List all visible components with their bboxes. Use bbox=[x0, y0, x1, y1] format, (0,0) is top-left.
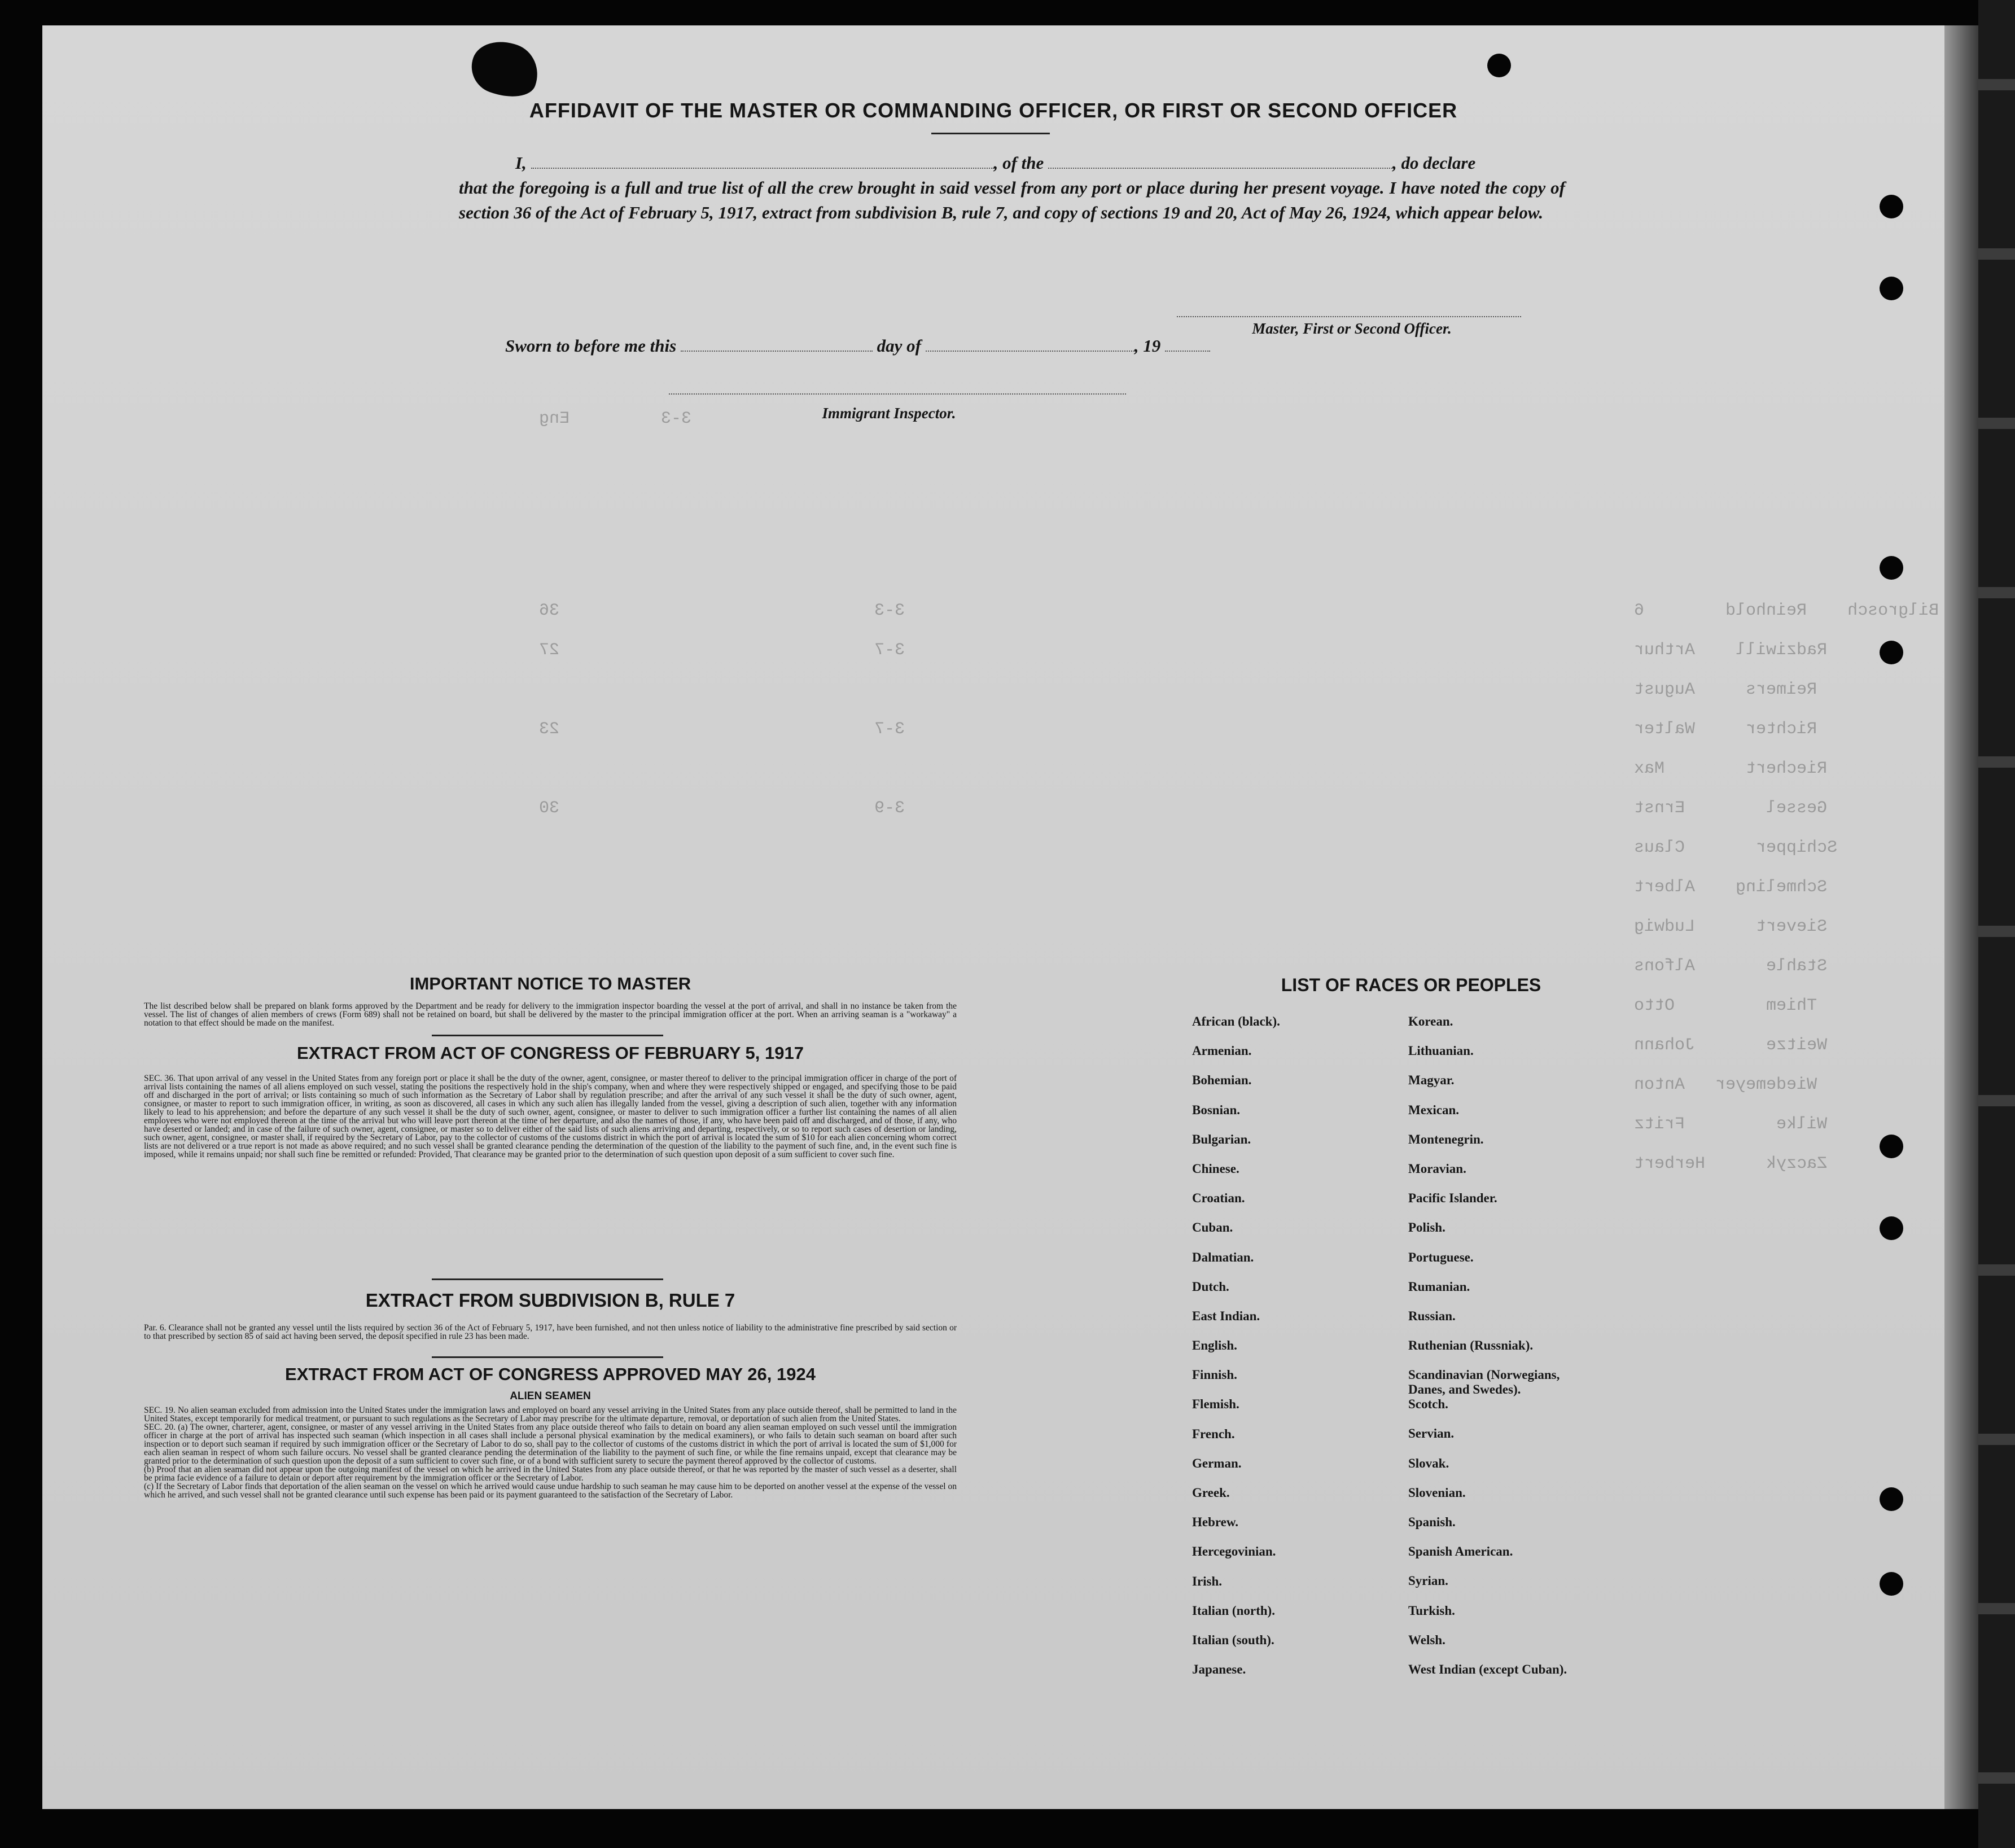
show-through-text: Reimers August bbox=[1634, 680, 1817, 699]
race-item: Mexican. bbox=[1408, 1102, 1460, 1117]
inspector-label: Immigrant Inspector. bbox=[822, 405, 956, 422]
inspector-signature-field[interactable] bbox=[669, 393, 1126, 395]
punch-hole bbox=[1880, 641, 1903, 664]
extract-1917-text: SEC. 36. That upon arrival of any vessel in the United States from any foreign port or place it shall be the duty of the owner, agent, consignee, or master thereof to deliver to the principal immigration officer in charge of the port of arrival lists containing the names of all aliens employed on such vessel, stating the positions the respectively hold in the ship's company, when and where they were respectively shipped or engaged, and specifying those to be paid off and discharged in the port of arrival; or lists containing so much of such information as the Secretary of Labor shall by regulation prescribe; and after the arrival of any such vessel it shall be the duty of such owner, agent, consignee, or master to report to such immigration officer, in writing, as soon as discovered, all cases in which any such alien has illegally landed from the vessel, giving a description of such alien, together with any information likely to lead to his apprehension; and before the departure of any such vessel it shall be the duty of such owner, agent, consignee, or master to deliver to such immigration officer a further list containing the names of all alien employees who were not employed thereon at the time of the arrival but who will leave port thereon at the time of her departure, and also the names of those, if any, who have been paid off and discharged, and of those, if any, who have deserted or landed; and in case of the failure of such owner, agent, consignee, or master so to deliver either of the said lists of such aliens arriving and departing, respectively, or so to report such cases of desertion or landing, such owner, agent, consignee, or master shall, if required by the Secretary of Labor, pay to the collector of customs of the customs district in which the port of arrival is located the sum of $10 for each alien concerning whom correct lists are not delivered or a true report is not made as above required; and no such vessel shall be granted clearance pending the determination of the question of the liability to the payment of such fine, and, in the event such fine is imposed, while it remains unpaid; nor shall such fine be remitted or refunded: Provided, That clearance may be granted prior to the determination of such question upon deposit of a sum sufficient to cover such fine. bbox=[144, 1074, 957, 1159]
sworn-day-field[interactable] bbox=[681, 337, 873, 352]
race-item: Korean. bbox=[1408, 1014, 1453, 1028]
punch-hole bbox=[1880, 1487, 1903, 1511]
sworn-month-field[interactable] bbox=[926, 337, 1134, 352]
race-item: Bohemian. bbox=[1192, 1073, 1252, 1088]
binding-edge bbox=[1978, 0, 2015, 1848]
race-item: Greek. bbox=[1192, 1486, 1230, 1500]
vessel-name-field[interactable] bbox=[1048, 153, 1392, 169]
punch-hole bbox=[1880, 556, 1903, 580]
race-item: Irish. bbox=[1192, 1574, 1223, 1588]
document-page bbox=[42, 25, 1944, 1809]
punch-hole bbox=[1880, 1572, 1903, 1596]
race-item: Russian. bbox=[1408, 1308, 1456, 1323]
sec20b-text: (b) Proof that an alien seaman did not appear upon the outgoing manifest of the vessel on which he arrived in the United States from any place outside thereof, or that he was reported by the master of such vessel as a deserter, shall be prima facie evidence of a failure to detain or deport after requirement by the immigration officer or the Secretary of Labor. bbox=[144, 1465, 957, 1483]
show-through-text: 3-9 30 bbox=[539, 799, 905, 818]
race-item: Servian. bbox=[1408, 1426, 1455, 1441]
race-item: Finnish. bbox=[1192, 1368, 1237, 1382]
page-edge-shadow bbox=[1944, 25, 1978, 1809]
punch-hole bbox=[1880, 1216, 1903, 1240]
sec20a-text: SEC. 20. (a) The owner, charterer, agent, consignee, or master of any vessel arriving in the United States from any place outside thereof who fails to detain on board any alien seaman employed on such vessel until the immigration officer in charge at the port of arrival has inspected such seaman (which inspection in all cases shall include a personal physical examination by the medical examiners), or who fails to detain such seaman on board after such inspection or to deport such seaman if required by such immigration officer or the Secretary of Labor to do so, shall pay to the collector of customs of the customs district in which the port of arrival is located the sum of $1,000 for each alien seaman in respect of whom such failure occurs. No vessel shall be granted clearance pending the determination of the liability to the payment of such fine, or while the fine remains unpaid, except that clearance may be granted prior to the determination of such question upon the deposit of a sum sufficient to cover such fine, or of a bond with sufficient surety to secure the payment thereof approved by the collector of customs. bbox=[144, 1422, 957, 1466]
punch-hole bbox=[1880, 1135, 1903, 1158]
affidavit-paragraph bbox=[459, 151, 1565, 225]
race-item: Slovenian. bbox=[1408, 1485, 1466, 1500]
extract-rule7-text: Par. 6. Clearance shall not be granted any vessel until the lists required by section 36 of the Act of February 5, 1917, have been furnished, and not then unless notice of liability to the administrative fine prescribed by said section or to that prescribed by section 85 of said act having been served, the deposit specified in rule 23 has been made. bbox=[144, 1323, 957, 1341]
show-through-text: Weitze Johann bbox=[1634, 1036, 1828, 1055]
day-of-label: day of bbox=[877, 336, 921, 356]
do-declare-label: , do declare bbox=[1392, 153, 1476, 173]
title-rule bbox=[931, 133, 1050, 134]
master-signature-field[interactable] bbox=[1177, 316, 1521, 317]
section-rule bbox=[432, 1278, 663, 1280]
year-prefix-label: , 19 bbox=[1134, 336, 1161, 356]
race-item: Spanish. bbox=[1408, 1515, 1456, 1529]
race-item: West Indian (except Cuban). bbox=[1408, 1662, 1567, 1676]
race-item: Italian (south). bbox=[1192, 1632, 1274, 1647]
sworn-year-field[interactable] bbox=[1165, 337, 1210, 352]
show-through-text: Gessel Ernst bbox=[1634, 799, 1828, 818]
race-item: Rumanian. bbox=[1408, 1279, 1470, 1294]
show-through-text: Radziwill Arthur bbox=[1634, 641, 1828, 660]
race-item: East Indian. bbox=[1192, 1308, 1260, 1323]
show-through-text: Richter Walter bbox=[1634, 720, 1817, 739]
sec19-text: SEC. 19. No alien seaman excluded from admission into the United States under the immigration laws and employed on board any vessel arriving in the United States from any place outside thereof, shall be permitted to land in the United States, except temporarily for medical treatment, or pursuant to such regulations as the Secretary of Labor may prescribe for the ultimate departure, removal, or deportation of such alien from the United States. bbox=[144, 1405, 957, 1424]
important-notice-text: The list described below shall be prepared on blank forms approved by the Department and be ready for delivery to the immigration inspector boarding the vessel at the port of arrival, and shall in no instance be taken from the vessel. The list of changes of alien members of crews (Form 689) shall not be retained on board, but shall be delivered by the master to the principal immigration officer at the port. When an arriving seaman is a "workaway" a notation to that effect should be made on the manifest. bbox=[144, 1001, 957, 1028]
show-through-text: Schipper Claus bbox=[1634, 838, 1838, 857]
show-through-text: Wiedemeyer Anton bbox=[1634, 1075, 1817, 1094]
master-signature-label: Master, First or Second Officer. bbox=[1252, 320, 1452, 337]
show-through-text: Thiem Otto bbox=[1634, 996, 1817, 1015]
sec20c-text: (c) If the Secretary of Labor finds that deportation of the alien seaman on the vessel on which he arrived would cause undue hardship to such seaman he may cause him to be deported on another vessel at the expense of the vessel on which he arrived, and such vessel shall not be granted clearance until such expense has been paid or its payment guaranteed to the satisfaction of the Secretary of Labor. bbox=[144, 1482, 957, 1500]
races-right-column bbox=[1408, 1014, 1657, 1692]
race-item: Lithuanian. bbox=[1408, 1044, 1474, 1058]
affidavit-body: that the foregoing is a full and true list of all the crew brought in said vessel from any port or place during her present voyage. I have noted the copy of section 36 of the Act of February 5, 1917, extract from subdivision B, rule 7, and copy of sections 19 and 20, Act of May 26, 1924, which appear below. bbox=[459, 178, 1565, 222]
extract-1917-heading: EXTRACT FROM ACT OF CONGRESS OF FEBRUARY 5, 1917 bbox=[297, 1043, 804, 1063]
important-notice-heading: IMPORTANT NOTICE TO MASTER bbox=[409, 974, 691, 993]
race-item: Scotch. bbox=[1408, 1397, 1448, 1412]
race-item: French. bbox=[1192, 1426, 1235, 1441]
show-through-text: Bilgrosch Reinhold 6 bbox=[1634, 601, 1939, 620]
race-item: Croatian. bbox=[1192, 1191, 1245, 1206]
affidavit-title: AFFIDAVIT OF THE MASTER OR COMMANDING OFFICER, OR FIRST OR SECOND OFFICER bbox=[529, 99, 1458, 122]
show-through-text: Sievert Ludwig bbox=[1634, 917, 1828, 936]
race-item: Dutch. bbox=[1192, 1279, 1229, 1294]
declarant-name-field[interactable] bbox=[531, 153, 994, 169]
races-left-column bbox=[1192, 1014, 1407, 1692]
race-item: Slovak. bbox=[1408, 1456, 1449, 1470]
race-item: Pacific Islander. bbox=[1408, 1191, 1497, 1206]
section-rule bbox=[432, 1356, 663, 1358]
extract-rule7-heading: EXTRACT FROM SUBDIVISION B, RULE 7 bbox=[365, 1290, 735, 1311]
of-the-label: , of the bbox=[993, 153, 1044, 173]
race-item: Italian (north). bbox=[1192, 1603, 1275, 1618]
show-through-text: Zaczyk Herbert bbox=[1634, 1154, 1828, 1173]
show-through-text: 3-3 36 bbox=[539, 601, 905, 620]
show-through-text: Riechert Max bbox=[1634, 759, 1828, 778]
race-item: Moravian. bbox=[1408, 1161, 1466, 1176]
race-item: Bosnian. bbox=[1192, 1102, 1241, 1117]
race-item: Dalmatian. bbox=[1192, 1250, 1254, 1264]
race-item: Turkish. bbox=[1408, 1603, 1455, 1618]
affidavit-i-label: I, bbox=[515, 153, 527, 173]
extract-1924-subheading: ALIEN SEAMEN bbox=[510, 1390, 591, 1402]
race-item: Armenian. bbox=[1192, 1044, 1252, 1058]
race-item: Ruthenian (Russniak). bbox=[1408, 1338, 1534, 1353]
show-through-text: 3-7 23 bbox=[539, 720, 905, 739]
race-item: Welsh. bbox=[1408, 1632, 1445, 1647]
extract-1924-heading: EXTRACT FROM ACT OF CONGRESS APPROVED MAY 26, 1924 bbox=[285, 1364, 816, 1384]
show-through-text: 3-7 27 bbox=[539, 641, 905, 660]
race-item: Chinese. bbox=[1192, 1161, 1239, 1176]
race-item: Polish. bbox=[1408, 1220, 1445, 1235]
show-through-text: 3-3 Eng bbox=[539, 409, 692, 428]
race-item: Bulgarian. bbox=[1192, 1132, 1251, 1146]
race-item: Flemish. bbox=[1192, 1397, 1239, 1412]
race-item: Hebrew. bbox=[1192, 1515, 1238, 1530]
race-item: Japanese. bbox=[1192, 1662, 1246, 1677]
sworn-line bbox=[505, 336, 1210, 356]
punch-hole bbox=[1880, 277, 1903, 300]
race-item: Montenegrin. bbox=[1408, 1132, 1484, 1146]
race-item: Spanish American. bbox=[1408, 1544, 1513, 1559]
races-title: LIST OF RACES OR PEOPLES bbox=[1281, 975, 1541, 995]
show-through-text: Schmeling Albert bbox=[1634, 878, 1828, 897]
race-item: German. bbox=[1192, 1456, 1242, 1470]
race-item: Portuguese. bbox=[1408, 1250, 1474, 1264]
race-item: Cuban. bbox=[1192, 1220, 1233, 1235]
extract-1924-text bbox=[144, 1406, 957, 1499]
race-item: Magyar. bbox=[1408, 1073, 1455, 1088]
race-item: African (black). bbox=[1192, 1014, 1280, 1028]
punch-hole bbox=[1487, 54, 1511, 77]
ink-blot bbox=[464, 32, 546, 106]
punch-hole bbox=[1880, 195, 1903, 218]
show-through-text: Wilke Fritz bbox=[1634, 1115, 1828, 1134]
race-item: Scandinavian (Norwegians, Danes, and Swedes). bbox=[1408, 1368, 1560, 1397]
show-through-text: Stahle Alfons bbox=[1634, 957, 1828, 976]
sworn-label: Sworn to before me this bbox=[505, 336, 677, 356]
race-item: Syrian. bbox=[1408, 1574, 1448, 1588]
section-rule bbox=[432, 1035, 663, 1036]
race-item: Hercegovinian. bbox=[1192, 1544, 1276, 1559]
race-item: English. bbox=[1192, 1338, 1237, 1353]
